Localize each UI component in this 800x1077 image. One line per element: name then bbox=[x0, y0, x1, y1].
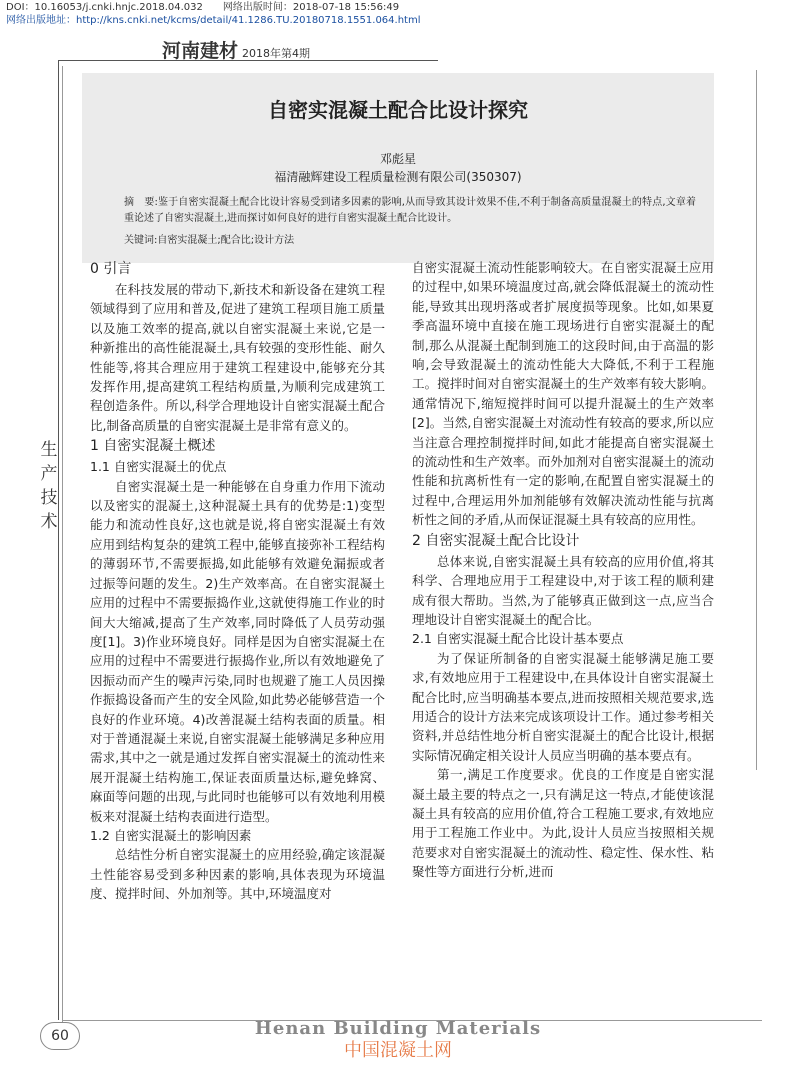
online-url[interactable]: 网络出版地址：http://kns.cnki.net/kcms/detail/41.1286.TU.20180718.1551.064.html bbox=[6, 15, 421, 26]
journal-name bbox=[162, 36, 310, 63]
heading-introduction: 0 引言 bbox=[90, 261, 132, 277]
paragraph: 总结性分析自密实混凝土的应用经验,确定该混凝土性能容易受到多种因素的影响,具体表现为环境温度、搅拌时间、外加剂等。其中,环境温度对 bbox=[90, 847, 385, 902]
header-rule bbox=[58, 60, 438, 61]
body-column-right bbox=[412, 258, 714, 882]
body-column-left bbox=[90, 258, 385, 904]
paragraph: 在科技发展的带动下,新技术和新设备在建筑工程领域得到了应用和普及,促进了建筑工程项目施工质量以及施工效率的提高,就以自密实混凝土来说,它是一种新推出的高性能混凝土,具有较强的变形性能、耐久性能等,将其合理应用于建筑工程建设中,能够充分其发挥作用,提高建筑工程结构质量,为顺利完成建筑工程创造条件。所以,科学合理地设计自密实混凝土配合比,制备高质量的自密实混凝土是非常有意义的。 bbox=[90, 282, 385, 433]
heading-section-1-1: 1.1 自密实混凝土的优点 bbox=[90, 459, 227, 475]
issue-label: 2018年第4期 bbox=[242, 47, 311, 60]
watermark-text: 中国混凝土网 bbox=[344, 1040, 452, 1061]
frame-right-rule bbox=[756, 70, 757, 770]
paragraph: 第一,满足工作度要求。优良的工作度是自密实混凝土最主要的特点之一,只有满足这一特点,才能使该混凝土具有较高的应用价值,符合工程施工要求,有效地应用于工程施工作业中。为此,设计人员应当按照相关规范要求对自密实混凝土的流动性、稳定性、保水性、粘聚性等方面进行分析,进而 bbox=[412, 767, 714, 880]
heading-section-2: 2 自密实混凝土配合比设计 bbox=[412, 532, 580, 549]
heading-section-1-2: 1.2 自密实混凝土的影响因素 bbox=[90, 827, 252, 843]
article-abstract: 摘 要:鉴于自密实混凝土配合比设计容易受到诸多因素的影响,从而导致其设计效果不佳,不利于制备高质量混凝土的特点,文章着重论述了自密实混凝土,进而探讨如何良好的进行自密实混凝土配合比设计。 bbox=[124, 197, 696, 224]
frame-left-inner-rule bbox=[62, 66, 63, 1022]
page-number: 60 bbox=[40, 1022, 80, 1050]
article-title: 自密实混凝土配合比设计探究 bbox=[268, 98, 528, 122]
journal-title: 河南建材 bbox=[162, 40, 239, 62]
paragraph: 为了保证所制备的自密实混凝土能够满足施工要求,有效地应用于工程建设中,在具体设计自密实混凝土配合比时,应当明确基本要点,进而按照相关规范要求,选用适合的设计方法来完成该项设计工作。通过参考相关资料,并总结性地分析自密实混凝土的配合比设计,根据实际情况确定相关设计人员应当明确的基本要点有。 bbox=[412, 650, 714, 763]
heading-section-1: 1 自密实混凝土概述 bbox=[90, 438, 216, 455]
doi-line: DOI：10.16053/j.cnki.hnjc.2018.04.032 网络出版时间：2018-07-18 15:56:49 bbox=[6, 2, 400, 13]
paragraph: 自密实混凝土流动性能影响较大。在自密实混凝土应用的过程中,如果环境温度过高,就会降低混凝土的流动性能,导致其出现坍落或者扩展度损等现象。比如,如果夏季高温环境中直接在施工现场进行自密实混凝土的配制,那么从混凝土配制到施工的这段时间,由于高温的影响,会导致混凝土的流动性能大大降低,不利于工程施工。搅拌时间对自密实混凝土的生产效率有较大影响。通常情况下,缩短搅拌时间可以提升混凝土的生产效率[2]。当然,自密实混凝土对流动性有较高的要求,所以应当注意合理控制搅拌时间,如此才能提高自密实混凝土的流动性和生产效率。而外加剂对自密实混凝土的流动性能和抗离析性有一定的影响,在配置自密实混凝土的过程中,合理运用外加剂能够有效解决流动性能与抗离析性之间的矛盾,从而保证混凝土具有较高的应用性。 bbox=[412, 260, 714, 528]
frame-left-rule bbox=[58, 60, 59, 1020]
section-side-label: 生产技术 bbox=[40, 440, 58, 532]
article-author: 邓彪星 bbox=[379, 152, 416, 166]
article-keywords: 关键词:自密实混凝土;配合比;设计方法 bbox=[124, 235, 295, 246]
article-affiliation: 福清融辉建设工程质量检测有限公司(350307) bbox=[274, 170, 522, 184]
paragraph: 自密实混凝土是一种能够在自身重力作用下流动以及密实的混凝土,这种混凝土具有的优势是:1)变型能力和流动性良好,这也就是说,将自密实混凝土有效应用到结构复杂的建筑工程中,能够直接弥补工程结构的薄弱环节,不需要振捣,如此能够有效避免漏振或者过振等问题的发生。2)生产效率高。在自密实混凝土应用的过程中不需要振捣作业,这就使得施工作业的时间大大缩减,提高了生产效率,同时降低了人员劳动强度[1]。3)作业环境良好。同样是因为自密实混凝土在应用的过程中不需要进行振捣作业,所以有效地避免了因振动而产生的噪声污染,同时也规避了施工人员因操作振捣设备而产生的安全风险,如此势必能够营造一个良好的作业环境。4)改善混凝土结构表面的质量。相对于普通混凝土来说,自密实混凝土能够满足多种应用需求,其中之一就是通过发挥自密实混凝土的流动性来展开混凝土结构施工,保证表面质量达标,避免蜂窝、麻面等问题的出现,与此同时也能够可以有效地利用模板来对混凝土结构表面进行造型。 bbox=[90, 478, 385, 824]
journal-name-english: Henan Building Materials bbox=[254, 1018, 542, 1039]
heading-section-2-1: 2.1 自密实混凝土配合比设计基本要点 bbox=[412, 631, 624, 647]
paragraph: 总体来说,自密实混凝土具有较高的应用价值,将其科学、合理地应用于工程建设中,对于该工程的顺利建成有很大帮助。当然,为了能够真正做到这一点,应当合理地设计自密实混凝土的配合比。 bbox=[412, 553, 714, 627]
